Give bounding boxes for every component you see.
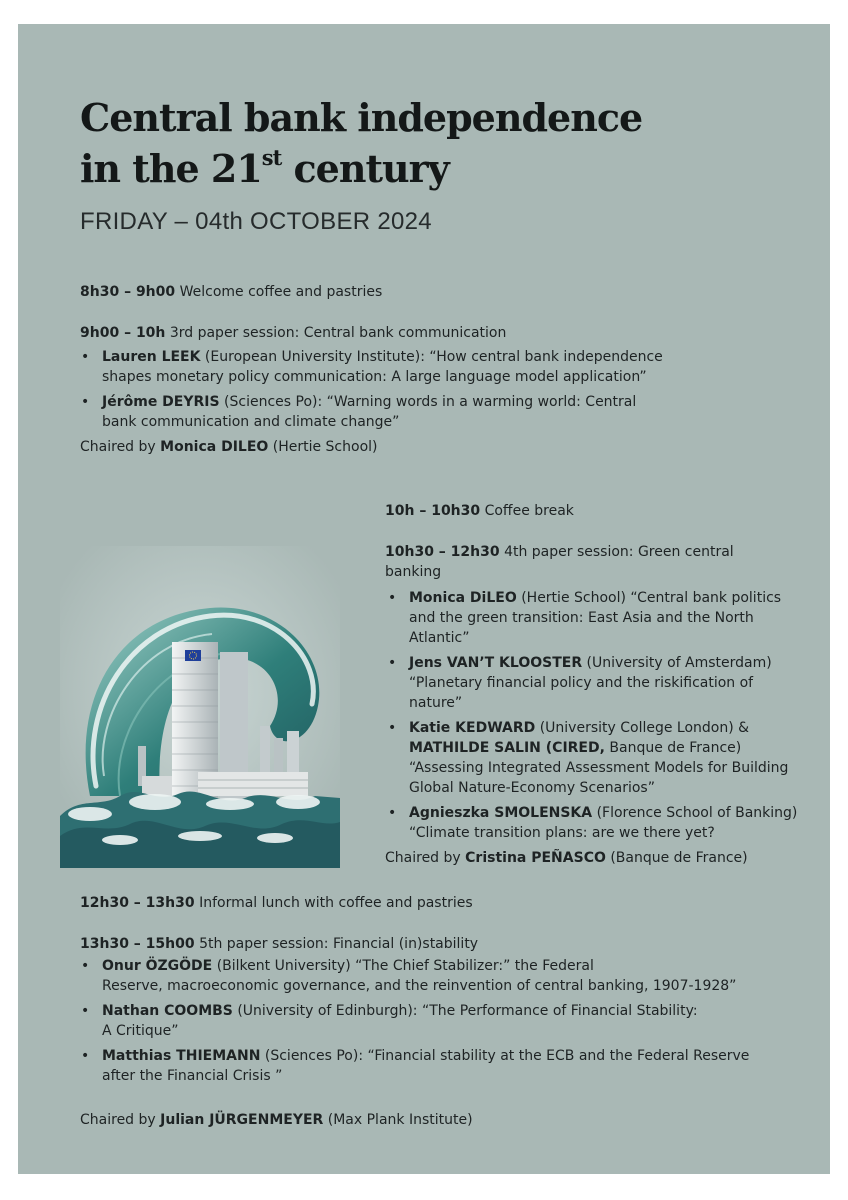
session3-heading [80,323,780,343]
session4-talks [385,588,805,843]
morning-block [80,282,780,457]
lunch-item [80,893,800,913]
list-item: • Nathan COOMBS (University of Edinburgh): “The Performance of Financial Stability: A Critique” [80,1001,800,1041]
session3-title: 3rd paper session: Central bank communication [165,325,507,341]
coffee-time: 10h – 10h30 [385,503,481,519]
afternoon-block [80,893,800,1130]
session5-chair: Chaired by Julian JÜRGENMEYER (Max Plank Institute) [80,1112,473,1128]
list-item: • Jérôme DEYRIS (Sciences Po): “Warning words in a warming world: Central bank communication and climate change” [80,392,780,432]
list-item: • Katie KEDWARD (University College London) & MATHILDE SALIN (CIRED, Banque de France) “Assessing Integrated Assessment Models for Building Global Nature-Economy Scenarios” [385,718,805,798]
session3-talks [80,347,780,432]
list-item: • Jens VAN’T KLOOSTER (University of Amsterdam) “Planetary financial policy and the riskification of nature” [385,653,805,713]
session5-heading [80,934,800,954]
session4-chair: Chaired by Cristina PEÑASCO (Banque de France) [385,850,748,866]
list-item: • Monica DiLEO (Hertie School) “Central bank politics and the green transition: East Asia and the North Atlantic” [385,588,805,648]
session5-title: 5th paper session: Financial (in)stability [194,936,479,952]
list-item: • Matthias THIEMANN (Sciences Po): “Financial stability at the ECB and the Federal Reserve after the Financial Crisis ” [80,1046,800,1086]
session5-time: 13h30 – 15h00 [80,936,195,952]
list-item: • Lauren LEEK (European University Institute): “How central bank independence shapes monetary policy communication: A large language model application” [80,347,780,387]
session5-talks [80,956,800,1086]
coffee-text: Coffee break [480,503,574,519]
wave-ecb-illustration [60,546,340,868]
session4-heading: 10h30 – 12h30 4th paper session: Green central banking [385,544,734,580]
session3-time: 9h00 – 10h [80,325,166,341]
welcome-item [80,282,780,302]
list-item: • Onur ÖZGÖDE (Bilkent University) “The Chief Stabilizer:” the Federal Reserve, macroeconomic governance, and the reinvention of central banking, 1907-1928” [80,956,800,996]
list-item: • Agnieszka SMOLENSKA (Florence School of Banking) “Climate transition plans: are we there yet? [385,803,805,843]
session3-chair: Chaired by Monica DILEO (Hertie School) [80,439,378,455]
session4-time: 10h30 – 12h30 [385,544,500,560]
welcome-time: 8h30 – 9h00 [80,284,176,300]
page-title: Central bank independence in the 21st century [80,95,643,191]
session4-title: 4th paper session: Green central [499,544,734,560]
midday-block [385,501,805,868]
event-date: FRIDAY – 04th OCTOBER 2024 [80,208,432,235]
welcome-text: Welcome coffee and pastries [175,284,383,300]
lunch-text: Informal lunch with coffee and pastries [194,895,473,911]
lunch-time: 12h30 – 13h30 [80,895,195,911]
coffee-break-item [385,501,805,521]
